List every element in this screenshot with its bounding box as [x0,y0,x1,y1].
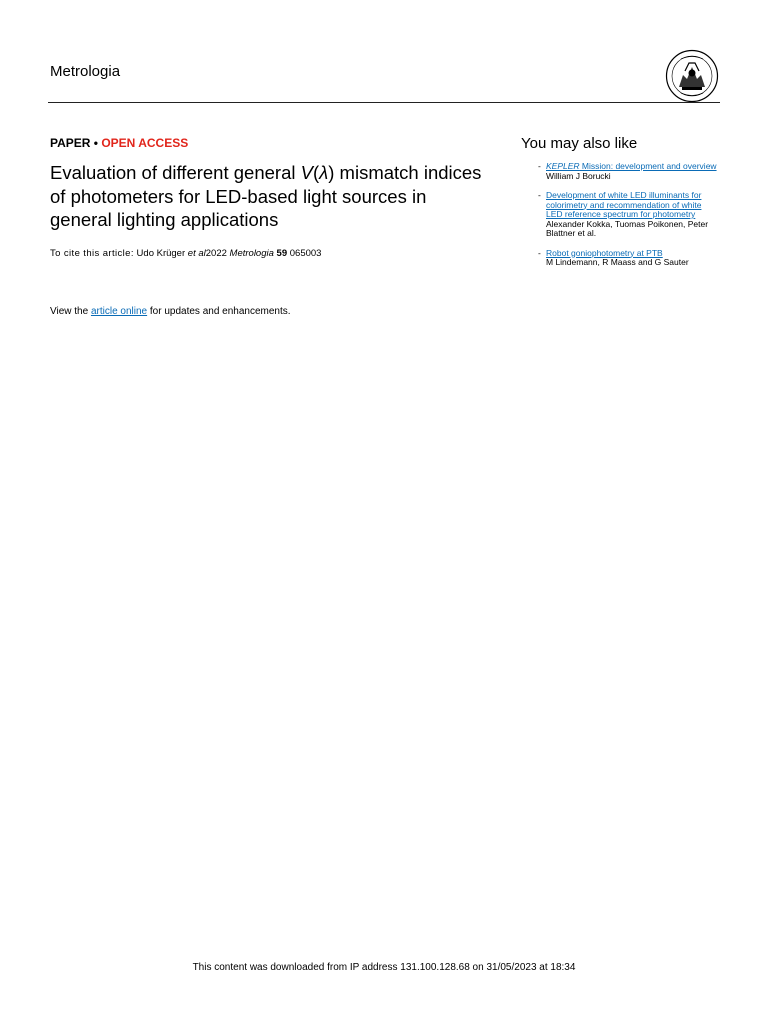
cite-etal: et al [187,248,206,259]
header-divider [48,102,720,103]
related-heading: You may also like [521,135,638,152]
cite-year: 2022 [205,248,227,259]
related-authors: William J Borucki [546,170,611,181]
cite-article-number: 065003 [289,248,322,259]
related-item: - KEPLER Mission: development and overview William J Borucki [538,161,717,181]
citation-line [50,248,321,260]
related-link-robot-gonio[interactable]: Robot goniophotometry at PTB [546,247,663,258]
cite-label: To cite this article: [50,248,134,259]
download-footer: This content was downloaded from IP address 131.100.128.68 on 31/05/2023 at 18:34 [192,962,576,973]
related-authors: Alexander Kokka, Tuomas Poikonen, Peter Blattner et al. [546,218,709,238]
article-title: Evaluation of different general V(λ) mismatch indices of photometers for LED-based light sources in general lighting applications [50,162,482,230]
cite-author: Udo Krüger [136,248,186,259]
paper-type-label: PAPER [50,136,91,150]
related-item: - Robot goniophotometry at PTB M Lindemann, R Maass and G Sauter [538,249,718,268]
related-item: - Development of white LED illuminants for colorimetry and recommendation of white LED reference spectrum for photometry Alexander Kokka, Tuomas Poikonen, Peter Blattner et al. [538,191,718,239]
kicker-separator: • [90,136,102,150]
view-online-line: View the article online for updates and enhancements. [50,306,291,317]
cite-volume: 59 [276,248,288,259]
related-authors: M Lindemann, R Maass and G Sauter [546,257,689,267]
related-link-white-led[interactable]: Development of white LED illuminants for colorimetry and recommendation of white LED reference spectrum for photometry [546,190,702,219]
related-link-kepler[interactable]: KEPLER Mission: development and overview [546,161,717,171]
journal-name[interactable]: Metrologia [50,63,121,80]
related-articles-list [538,162,718,278]
article-online-link[interactable]: article online [90,306,148,317]
article-kicker [50,136,188,150]
cite-journal: Metrologia [229,248,274,259]
society-seal-icon [665,49,719,103]
open-access-label: OPEN ACCESS [101,136,189,150]
